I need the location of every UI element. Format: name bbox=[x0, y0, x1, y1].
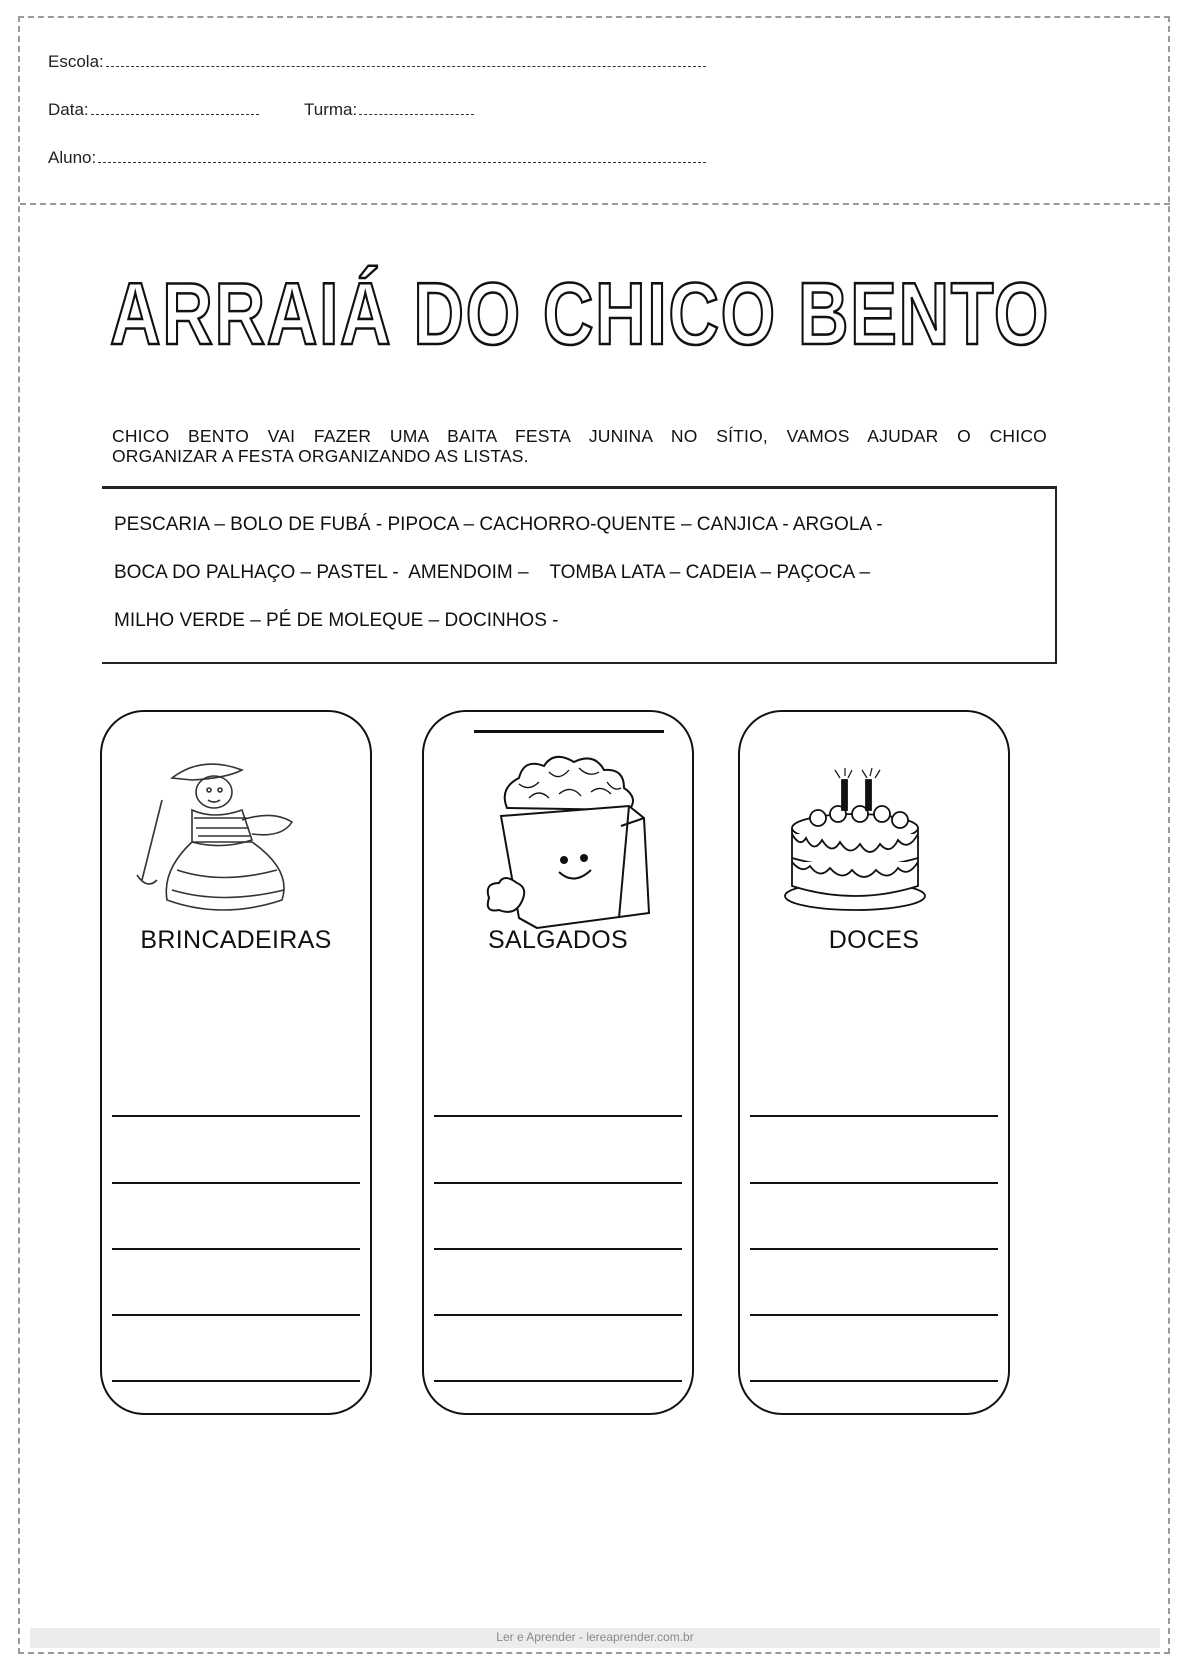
class-field bbox=[304, 100, 474, 120]
answer-line[interactable] bbox=[112, 1115, 360, 1117]
answer-line[interactable] bbox=[434, 1182, 682, 1184]
answer-line[interactable] bbox=[434, 1380, 682, 1382]
answer-line[interactable] bbox=[434, 1115, 682, 1117]
date-label: Data: bbox=[48, 100, 89, 119]
footer-bar bbox=[30, 1628, 1160, 1648]
date-blank[interactable] bbox=[91, 106, 259, 115]
answer-line[interactable] bbox=[112, 1248, 360, 1250]
category-label-doces: DOCES bbox=[828, 926, 920, 954]
answer-line[interactable] bbox=[750, 1248, 998, 1250]
student-field bbox=[48, 148, 706, 168]
dancing-girl-icon bbox=[132, 750, 312, 925]
page-title-text: ARRAIÁ DO CHICO BENTO bbox=[110, 264, 1050, 363]
student-label: Aluno: bbox=[48, 148, 97, 167]
answer-line[interactable] bbox=[750, 1115, 998, 1117]
word-bank-line-1: PESCARIA – BOLO DE FUBÁ - PIPOCA – CACHORRO-QUENTE – CANJICA - ARGOLA - bbox=[114, 514, 883, 535]
category-card-salgados bbox=[422, 710, 694, 1415]
footer-credit: Ler e Aprender - lereaprender.com.br bbox=[496, 1630, 694, 1644]
category-card-doces bbox=[738, 710, 1010, 1415]
category-label-brincadeiras: BRINCADEIRAS bbox=[140, 926, 332, 954]
date-field bbox=[48, 100, 259, 120]
school-blank[interactable] bbox=[106, 58, 706, 67]
answer-line[interactable] bbox=[434, 1248, 682, 1250]
top-rule bbox=[474, 730, 664, 733]
answer-line[interactable] bbox=[112, 1182, 360, 1184]
answer-line[interactable] bbox=[112, 1380, 360, 1382]
instructions bbox=[112, 426, 1047, 466]
instructions-line-2: ORGANIZAR A FESTA ORGANIZANDO AS LISTAS. bbox=[112, 446, 529, 466]
instructions-line-1: CHICO BENTO VAI FAZER UMA BAITA FESTA JUNINA NO SÍTIO, VAMOS AJUDAR O CHICO bbox=[112, 426, 1047, 446]
cake-icon bbox=[780, 768, 930, 918]
student-blank[interactable] bbox=[98, 154, 706, 163]
category-card-brincadeiras bbox=[100, 710, 372, 1415]
word-bank-line-3: MILHO VERDE – PÉ DE MOLEQUE – DOCINHOS - bbox=[114, 610, 559, 631]
category-label-salgados: SALGADOS bbox=[488, 926, 628, 954]
answer-line[interactable] bbox=[750, 1380, 998, 1382]
word-bank-box bbox=[102, 486, 1057, 664]
page-title bbox=[110, 262, 1060, 362]
class-blank[interactable] bbox=[359, 106, 474, 115]
header-divider bbox=[20, 203, 1170, 205]
answer-line[interactable] bbox=[750, 1314, 998, 1316]
school-field bbox=[48, 52, 706, 72]
class-label: Turma: bbox=[304, 100, 358, 119]
answer-line[interactable] bbox=[434, 1314, 682, 1316]
popcorn-bag-icon bbox=[479, 748, 654, 933]
word-bank-line-2: BOCA DO PALHAÇO – PASTEL - AMENDOIM – TOMBA LATA – CADEIA – PAÇOCA – bbox=[114, 562, 871, 583]
school-label: Escola: bbox=[48, 52, 104, 71]
answer-line[interactable] bbox=[750, 1182, 998, 1184]
answer-line[interactable] bbox=[112, 1314, 360, 1316]
